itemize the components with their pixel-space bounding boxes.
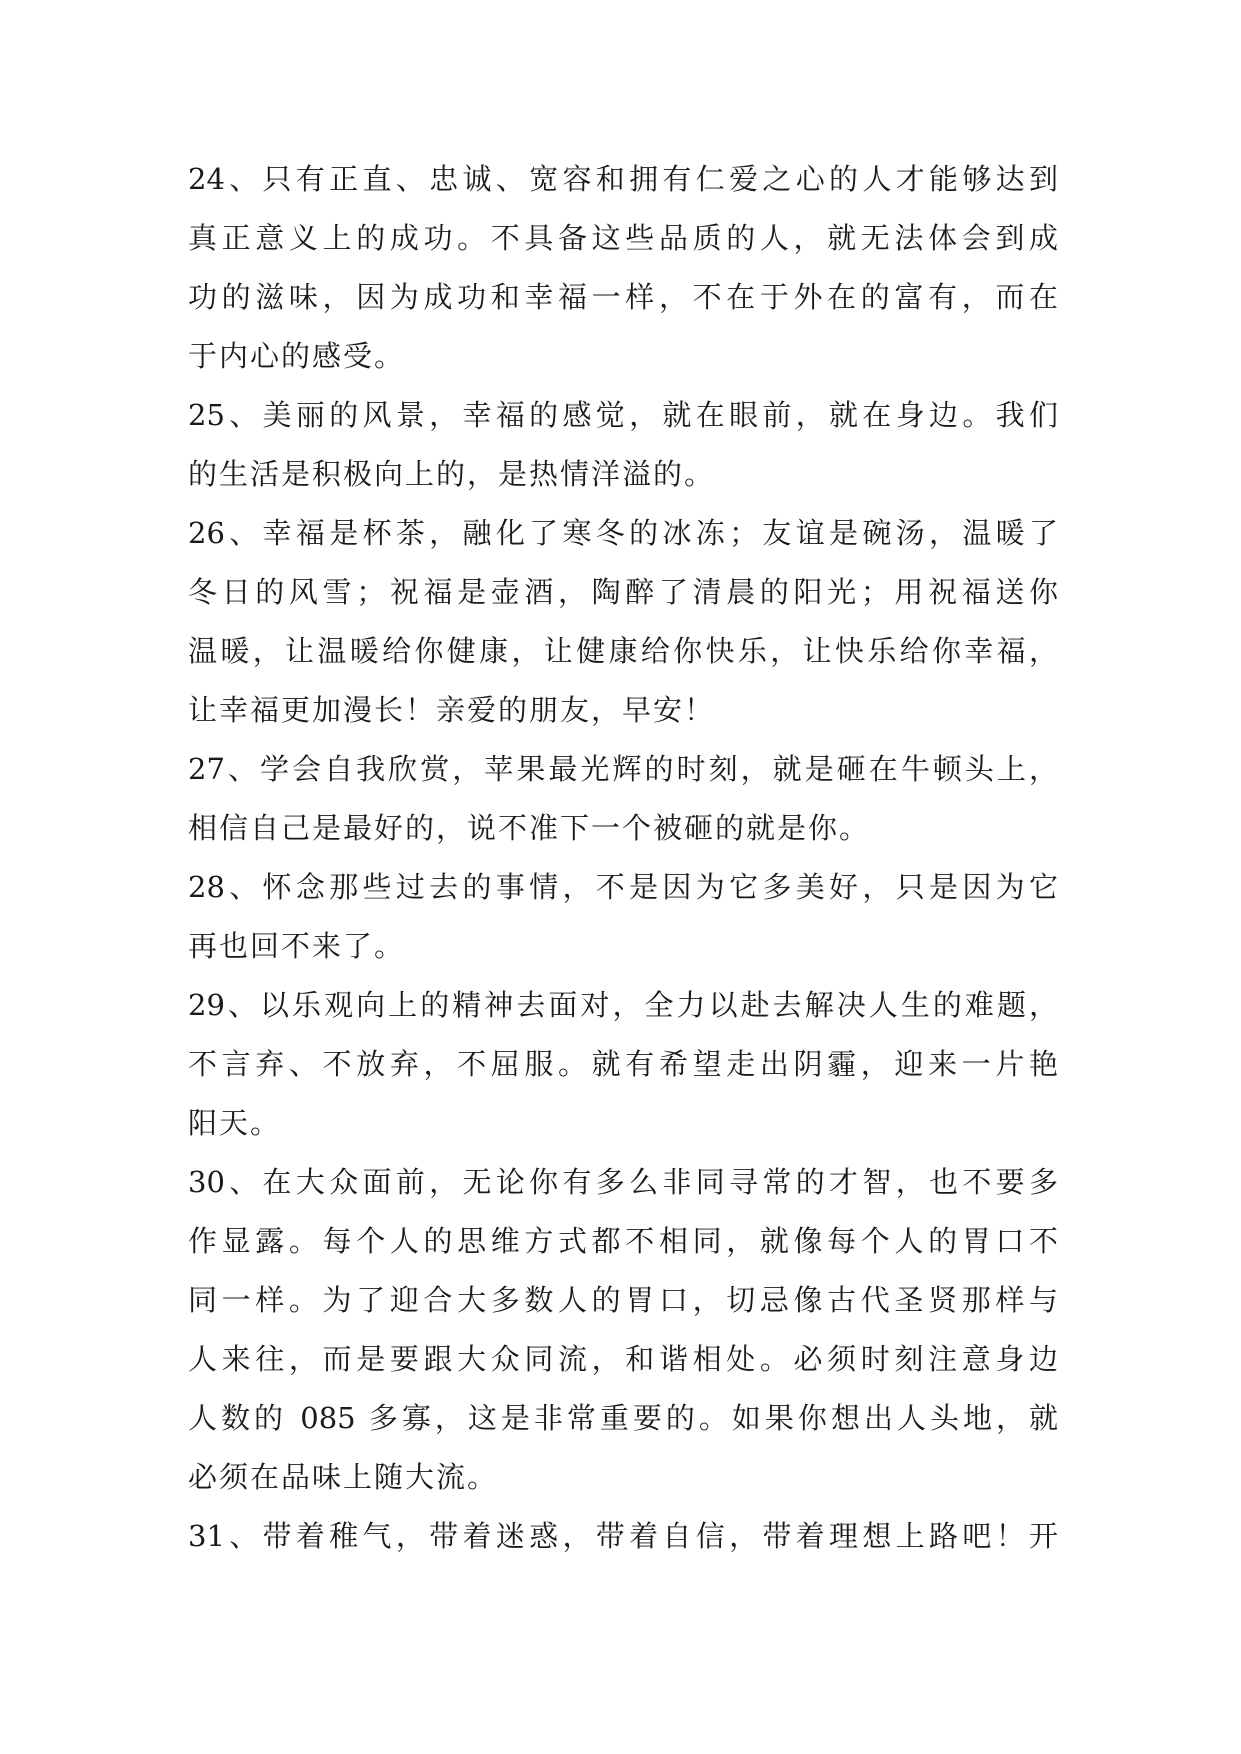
- text-line: 24、只有正直、忠诚、宽容和拥有仁爱之心的人才能够达到: [188, 162, 1058, 196]
- text-line: 26、幸福是杯茶，融化了寒冬的冰冻；友谊是碗汤，温暖了: [188, 516, 1058, 550]
- text-line: 31、带着稚气，带着迷惑，带着自信，带着理想上路吧！开: [188, 1519, 1058, 1553]
- text-line: 让幸福更加漫长！亲爱的朋友，早安！: [188, 693, 716, 727]
- text-line: 人数的 085 多寡，这是非常重要的。如果你想出人头地，就: [188, 1401, 1058, 1435]
- text-line: 30、在大众面前，无论你有多么非同寻常的才智，也不要多: [188, 1165, 1058, 1199]
- text-line: 作显露。每个人的思维方式都不相同，就像每个人的胃口不: [188, 1224, 1058, 1258]
- text-line: 温暖，让温暖给你健康，让健康给你快乐，让快乐给你幸福，: [188, 634, 1058, 668]
- text-line: 28、怀念那些过去的事情，不是因为它多美好，只是因为它: [188, 870, 1058, 904]
- text-line: 不言弃、不放弃，不屈服。就有希望走出阴霾，迎来一片艳: [188, 1047, 1058, 1081]
- text-line: 功的滋味，因为成功和幸福一样，不在于外在的富有，而在: [188, 280, 1058, 314]
- text-line: 冬日的风雪；祝福是壶酒，陶醉了清晨的阳光；用祝福送你: [188, 575, 1058, 609]
- text-line: 相信自己是最好的，说不准下一个被砸的就是你。: [188, 811, 871, 845]
- text-line: 25、美丽的风景，幸福的感觉，就在眼前，就在身边。我们: [188, 398, 1058, 432]
- text-line: 阳天。: [188, 1106, 282, 1140]
- text-line: 29、以乐观向上的精神去面对，全力以赴去解决人生的难题，: [188, 988, 1058, 1022]
- text-line: 人来往，而是要跟大众同流，和谐相处。必须时刻注意身边: [188, 1342, 1058, 1376]
- text-line: 必须在品味上随大流。: [188, 1460, 499, 1494]
- text-line: 于内心的感受。: [188, 339, 406, 373]
- text-line: 的生活是积极向上的，是热情洋溢的。: [188, 457, 716, 491]
- document-body: [188, 150, 1058, 1566]
- text-line: 同一样。为了迎合大多数人的胃口，切忌像古代圣贤那样与: [188, 1283, 1058, 1317]
- text-line: 27、学会自我欣赏，苹果最光辉的时刻，就是砸在牛顿头上，: [188, 752, 1058, 786]
- text-line: 再也回不来了。: [188, 929, 406, 963]
- text-line: 真正意义上的成功。不具备这些品质的人，就无法体会到成: [188, 221, 1058, 255]
